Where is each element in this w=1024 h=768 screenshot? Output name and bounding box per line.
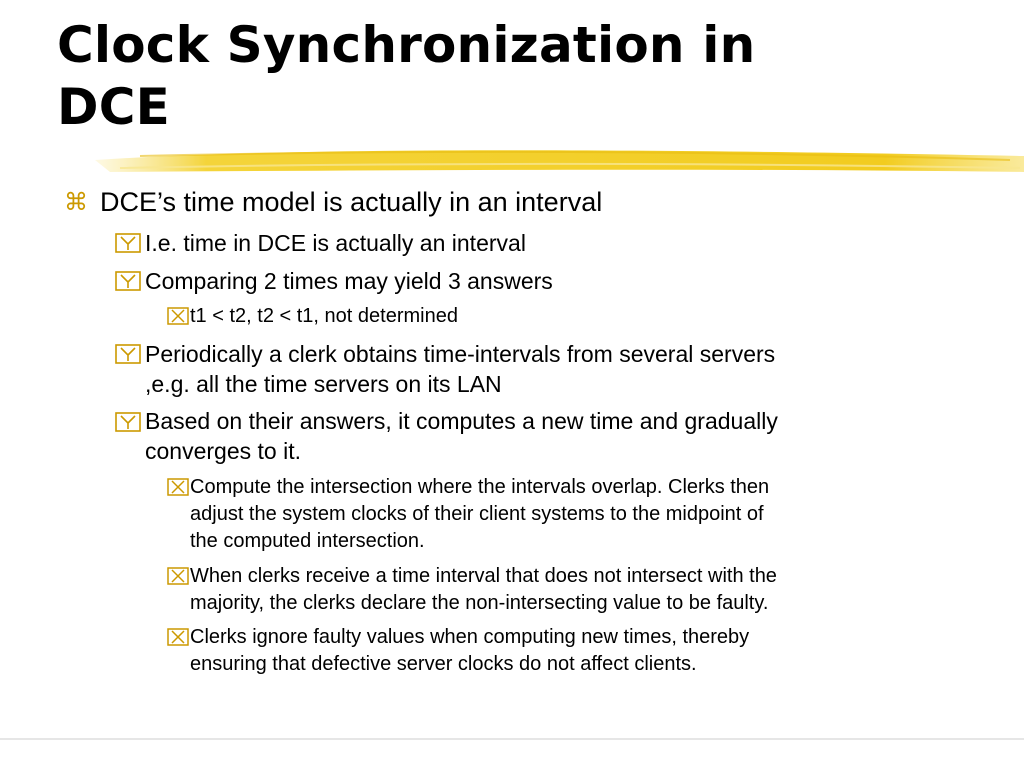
title-line-2: DCE [57, 78, 170, 136]
checkbox-bullet-icon [115, 233, 141, 253]
cross-box-bullet-icon [167, 478, 189, 496]
bullet-level3: When clerks receive a time interval that does not intersect with the majority, the clerks declare the non-intersecting value to be faulty. [190, 565, 777, 614]
bullet-level3: Compute the intersection where the intervals overlap. Clerks then adjust the system clocks of their client systems to the midpoint of the computed intersection. [190, 476, 770, 552]
bullet-level3: t1 < t2, t2 < t1, not determined [190, 305, 458, 327]
cross-box-bullet-icon [167, 567, 189, 585]
checkbox-bullet-icon [115, 344, 141, 364]
cross-box-bullet-icon [167, 307, 189, 325]
bottom-divider [0, 738, 1024, 740]
bullet-level2: I.e. time in DCE is actually an interval [145, 230, 526, 256]
slide-title [57, 14, 957, 138]
command-bullet-icon: ⌘ [64, 188, 88, 216]
bullet-level3: Clerks ignore faulty values when computing new times, thereby ensuring that defective server clocks do not affect clients. [190, 626, 750, 675]
bullet-level2: Comparing 2 times may yield 3 answers [145, 268, 553, 294]
bullet-level1: DCE’s time model is actually in an interval [100, 187, 603, 217]
checkbox-bullet-icon [115, 271, 141, 291]
checkbox-bullet-icon [115, 412, 141, 432]
cross-box-bullet-icon [167, 628, 189, 646]
bullet-level2: Periodically a clerk obtains time-intervals from several servers ,e.g. all the time servers on its LAN [145, 341, 776, 397]
bullet-level2: Based on their answers, it computes a new time and gradually converges to it. [145, 408, 778, 464]
title-line-1: Clock Synchronization in [57, 16, 756, 74]
